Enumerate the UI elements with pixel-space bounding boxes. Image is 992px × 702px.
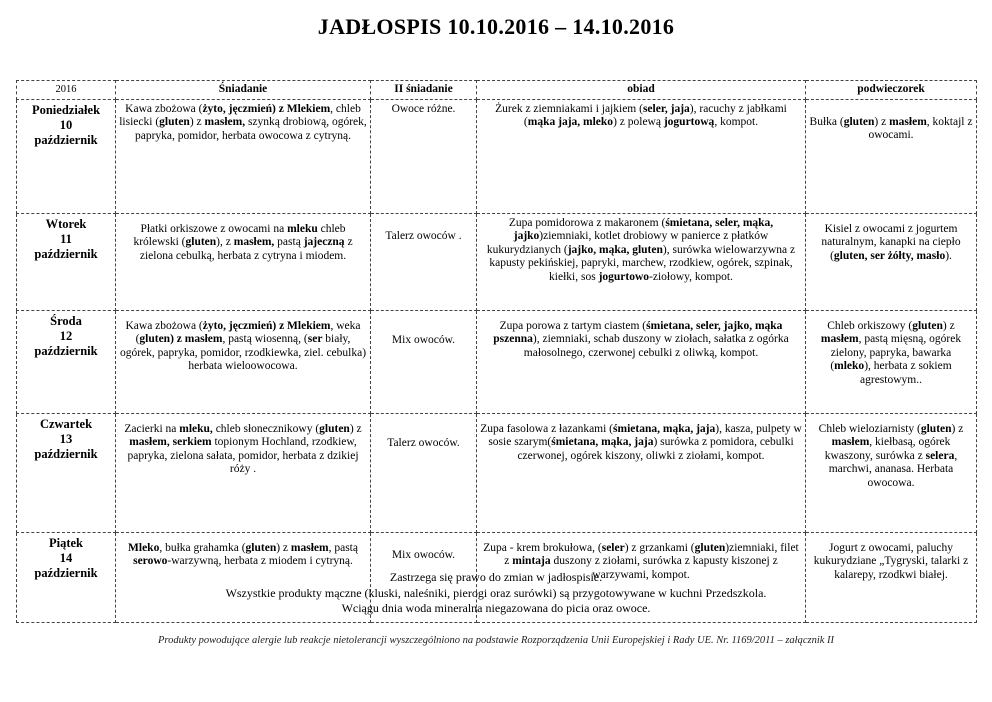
lunch-cell: Zupa fasolowa z łazankami (śmietana, mąka, jaja), kasza, pulpety w sosie szarym(śmietana, mąka, jaja) surówka z pomidora, cebulki czerwonej, ogórek kiszony, oliwki z ziołami, kompot. [477,413,806,532]
day-month: październik [34,446,98,461]
allergen-text: masłem, serkiem [129,436,212,448]
day-number: 11 [60,231,72,246]
header-lunch: obiad [477,81,806,100]
allergen-text: mąka jaja, mleko [527,116,614,128]
allergen-text: śmietana, mąka, jaja [613,422,716,435]
day-number: 10 [59,117,73,132]
allergen-text: masłem, [204,116,246,128]
table-row [17,213,977,310]
second-breakfast-cell: Owoce różne. [371,99,477,213]
allergen-text: gluten [843,115,875,128]
allergen-text: masłem [820,333,859,345]
day-name: Środa [50,313,82,328]
allergen-text: śmietana, mąka, jaja [551,436,654,448]
breakfast-cell: Kawa zbożowa (żyto, jęczmień) z Mlekiem, chleb lisiecki (gluten) z masłem, szynką drobiową, ogórek, papryka, pomidor, herbata owocowa z cytryną. [116,99,371,213]
day-month: październik [34,246,98,261]
allergen-text: jajeczną [303,236,345,248]
header-row [17,81,977,100]
allergen-text: mleko [834,360,865,372]
allergen-text: mintaja [512,555,551,567]
allergen-text: z Mlekiem [279,319,331,332]
day-name: Wtorek [45,216,87,231]
allergen-text: masłem, [233,236,275,248]
day-name: Poniedziałek [31,102,101,117]
allergen-text: żyto, jęczmień) [202,319,277,332]
day-cell [17,99,116,213]
header-year: 2016 [17,81,116,100]
allergen-text: jajko, mąka, gluten [567,243,663,256]
allergen-text: gluten, [833,249,868,262]
breakfast-cell: Płatki orkiszowe z owocami na mleku chleb królewski (gluten), z masłem, pastą jajeczną z zielona cebulką, herbata z cytryna i miodem. [116,213,371,310]
allergen-text: ser [307,333,323,345]
day-name: Piątek [48,535,84,550]
allergen-text: gluten [912,319,943,332]
allergen-text: selera [925,449,955,462]
breakfast-cell: Zacierki na mleku, chleb słonecznikowy (gluten) z masłem, serkiem topionym Hochland, rzodkiew, papryka, zielona sałata, pomidor, herbata z dzikiej róży . [116,413,371,532]
table-row [17,99,977,213]
day-name: Czwartek [39,416,93,431]
allergen-text: ser żółty, masło [870,249,946,262]
day-month: październik [34,132,98,147]
day-number: 12 [59,328,73,343]
day-cell [17,413,116,532]
allergen-text: gluten [245,541,277,554]
page-title: JADŁOSPIS 10.10.2016 – 14.10.2016 [317,14,675,39]
allergen-text: gluten [920,422,952,435]
allergen-text: jogurtowo [598,270,650,283]
allergen-text: mleku, [179,422,213,435]
lunch-cell: Zupa porowa z tartym ciastem (śmietana, seler, jajko, mąka pszenna), ziemniaki, schab duszony w ziołach, sałatka z ogórka małosolnego, czerwonej cebulki z oliwką, kompot. [477,310,806,413]
footer-line: Wciągu dnia woda mineralna niegazowana do picia oraz owoce. [341,601,651,615]
snack-cell: Jogurt z owocami, paluchy kukurydziane „Tygryski, talarki z kalarepy, rzodkwi białej. [806,532,977,622]
allergen-text: seler, jaja [642,102,690,115]
header-breakfast: Śniadanie [116,81,371,100]
table-row [17,413,977,532]
allergen-text: masłem [290,541,329,554]
day-cell [17,213,116,310]
second-breakfast-cell: Talerz owoców. [371,413,477,532]
footer-line: Zastrzega się prawo do zmian w jadłospisie. [389,570,603,584]
lunch-cell: Żurek z ziemniakami i jajkiem (seler, jaja), racuchy z jabłkami (mąka jaja, mleko) z polewą jogurtową, kompot. [477,99,806,213]
day-number: 13 [59,431,73,446]
snack-cell: Chleb wieloziarnisty (gluten) z masłem, kiełbasą, ogórek kwaszony, surówka z selera, marchwi, ananasa. Herbata owocowa. [806,413,977,532]
allergen-text: żyto, jęczmień) [202,102,276,115]
breakfast-cell: Mleko, bułka grahamka (gluten) z masłem, pastą serowo-warzywną, herbata z miodem i cytryną. [116,532,371,622]
allergen-text: Mleko [128,541,160,554]
allergen-text: gluten [185,236,217,248]
snack-cell: Kisiel z owocami z jogurtem naturalnym, kanapki na ciepło (gluten, ser żółty, masło). [806,213,977,310]
second-breakfast-cell: Talerz owoców . [371,213,477,310]
allergen-text: seler [601,541,625,554]
allergen-text: gluten) z masłem [139,333,223,345]
allergen-text: gluten [319,422,350,435]
allergen-text: gluten [694,541,726,554]
header-second-breakfast: II śniadanie [371,81,477,100]
table-row [17,310,977,413]
snack-cell: Bułka (gluten) z masłem, koktajl z owocami. [806,99,977,213]
day-cell [17,310,116,413]
allergen-note: Produkty powodujące alergie lub reakcje nietolerancji wyszczególniono na podstawie Rozporządzenia Unii Europejskiej i Rady UE. Nr. 1169/2011 – załącznik II [157,635,835,646]
lunch-cell: Zupa - krem brokułowa, (seler) z grzankami (gluten)ziemniaki, filet z mintaja duszony z ziołami, surówka z kapusty kiszonej z warzywami, kompot. [477,532,806,622]
snack-cell: Chleb orkiszowy (gluten) z masłem, pastą mięsną, ogórek zielony, papryka, bawarka (mleko), herbata z sokiem agrestowym.. [806,310,977,413]
allergen-text: masłem [831,436,870,448]
allergen-text: gluten [159,116,190,128]
day-number: 14 [59,550,73,565]
header-snack: podwieczorek [806,81,977,100]
menu-table [16,80,977,623]
second-breakfast-cell: Mix owoców. [371,532,477,622]
allergen-text: śmietana, seler, mąka, jajko [513,216,774,242]
allergen-text: jogurtową [663,116,715,128]
day-month: październik [34,565,98,580]
day-month: październik [34,343,98,358]
allergen-text: serowo [133,555,168,567]
allergen-text: z Mlekiem [278,102,331,115]
allergen-text: masłem [889,115,927,128]
allergen-text: śmietana, seler, jajko, mąka pszenna [493,319,783,345]
lunch-cell: Zupa pomidorowa z makaronem (śmietana, seler, mąka, jajko)ziemniaki, kotlet drobiowy w panierce z płatków kukurydzianych (jajko, mąka, gluten), surówka wielowarzywna z kapusty pekińskiej, papryki, marchew, rzodkiew, ogórek, szpinak, kiełki, sos jogurtowo-ziołowy, kompot. [477,213,806,310]
allergen-text: mleku [287,222,318,235]
breakfast-cell: Kawa zbożowa (żyto, jęczmień) z Mlekiem, weka (gluten) z masłem, pastą wiosenną, (ser biały, ogórek, papryka, pomidor, rzodkiewka, ziel. cebulka) herbata wieloowocowa. [116,310,371,413]
footer-notes [0,570,992,617]
footer-line: Wszystkie produkty mączne (kluski, naleśniki, pierogi oraz surówki) są przygotowywane w kuchni Przedszkola. [225,585,767,600]
second-breakfast-cell: Mix owoców. [371,310,477,413]
